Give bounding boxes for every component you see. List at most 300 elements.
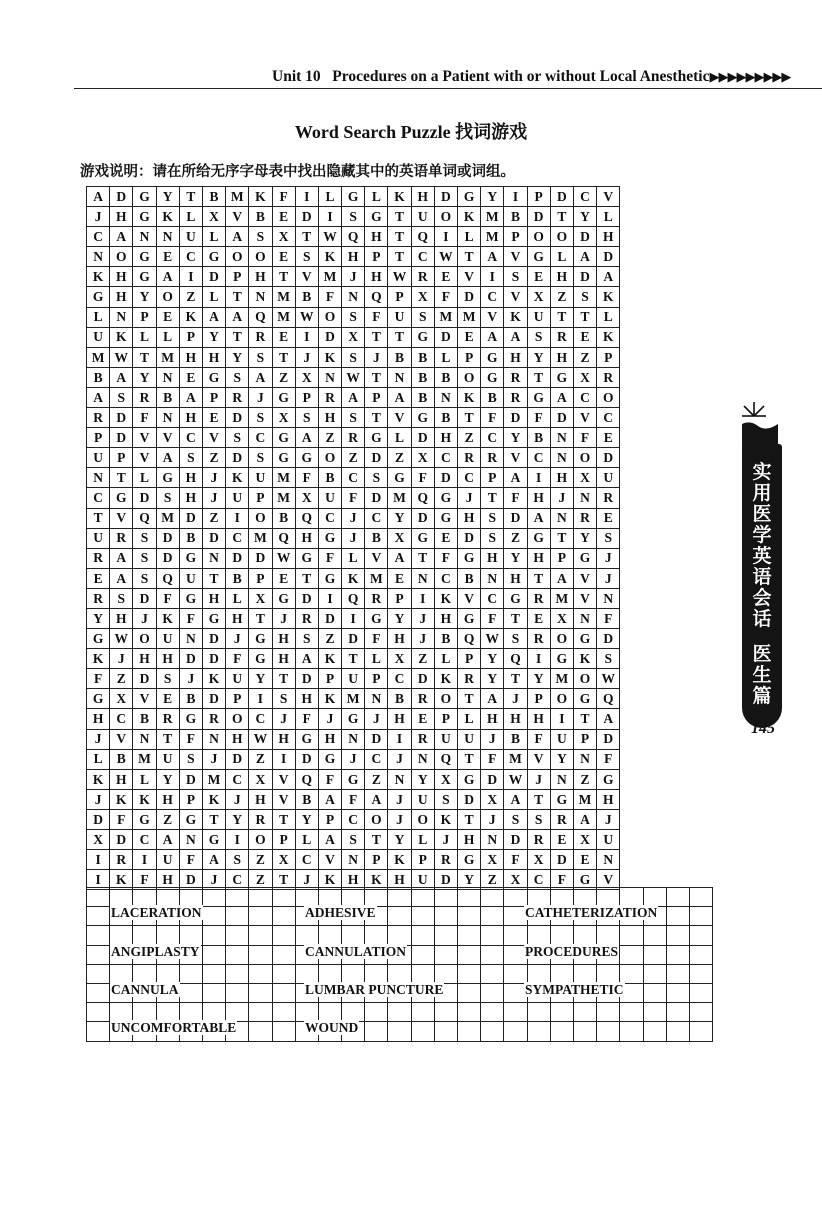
grid-cell: U <box>411 207 434 227</box>
grid-cell: K <box>597 327 620 347</box>
grid-cell: V <box>110 508 133 528</box>
grid-cell: G <box>550 367 573 387</box>
grid-cell: L <box>295 830 318 850</box>
grid-cell: D <box>202 528 225 548</box>
grid-cell: S <box>527 809 550 829</box>
side-tab-char: 医 <box>752 503 772 525</box>
grid-cell: T <box>87 508 110 528</box>
grid-cell: F <box>179 850 202 870</box>
word-bank-cell <box>481 907 504 926</box>
grid-cell: E <box>550 830 573 850</box>
grid-cell: A <box>550 387 573 407</box>
grid-cell: Q <box>411 227 434 247</box>
grid-cell: R <box>249 809 272 829</box>
grid-cell: T <box>342 649 365 669</box>
word-bank-cell <box>434 1022 457 1041</box>
grid-cell: S <box>504 267 527 287</box>
word-bank-cell <box>620 926 643 945</box>
word-bank-cell <box>527 1003 550 1022</box>
word-bank-cell <box>620 1022 643 1041</box>
word-bank-cell <box>202 888 225 907</box>
grid-cell: D <box>202 689 225 709</box>
grid-cell: H <box>226 729 249 749</box>
grid-cell: H <box>504 568 527 588</box>
word-bank-cell <box>666 983 689 1002</box>
side-tab-char: 话 <box>752 608 772 630</box>
grid-cell: W <box>388 267 411 287</box>
grid-cell: A <box>110 367 133 387</box>
grid-cell: T <box>573 709 596 729</box>
word-bank-word: CATHETERIZATION <box>525 905 658 920</box>
word-bank-word: PROCEDURES <box>525 944 619 959</box>
grid-cell: D <box>179 649 202 669</box>
grid-row <box>87 428 620 448</box>
grid-cell: U <box>388 307 411 327</box>
grid-cell: E <box>458 327 481 347</box>
grid-cell: V <box>573 408 596 428</box>
grid-cell: C <box>388 669 411 689</box>
grid-cell: D <box>527 207 550 227</box>
grid-cell: A <box>110 548 133 568</box>
grid-cell: J <box>550 488 573 508</box>
grid-cell: F <box>318 548 341 568</box>
puzzle-title: Word Search Puzzle 找词游戏 <box>294 122 528 142</box>
grid-cell: I <box>481 267 504 287</box>
grid-cell: G <box>318 749 341 769</box>
grid-cell: E <box>388 568 411 588</box>
grid-cell: H <box>504 709 527 729</box>
word-bank-cell <box>434 888 457 907</box>
grid-cell: C <box>597 408 620 428</box>
grid-cell: G <box>527 387 550 407</box>
grid-row <box>87 227 620 247</box>
grid-cell: H <box>110 608 133 628</box>
grid-cell: R <box>458 448 481 468</box>
grid-cell: G <box>458 187 481 207</box>
grid-cell: X <box>272 408 295 428</box>
grid-cell: K <box>504 307 527 327</box>
grid-cell: Y <box>504 548 527 568</box>
grid-cell: A <box>295 428 318 448</box>
grid-cell: Z <box>342 448 365 468</box>
grid-cell: M <box>434 307 457 327</box>
grid-cell: N <box>179 830 202 850</box>
grid-cell: P <box>365 669 388 689</box>
grid-cell: Z <box>318 428 341 448</box>
grid-cell: L <box>318 187 341 207</box>
grid-cell: J <box>295 347 318 367</box>
grid-cell: B <box>434 367 457 387</box>
grid-cell: U <box>226 488 249 508</box>
grid-cell: W <box>110 629 133 649</box>
grid-cell: U <box>87 327 110 347</box>
grid-cell: G <box>365 428 388 448</box>
grid-cell: P <box>573 729 596 749</box>
grid-cell: R <box>504 367 527 387</box>
grid-cell: C <box>573 387 596 407</box>
grid-cell: L <box>458 227 481 247</box>
word-bank-cell <box>365 1022 388 1041</box>
grid-cell: T <box>295 227 318 247</box>
word-bank-cell <box>156 926 179 945</box>
grid-cell: H <box>249 267 272 287</box>
grid-row <box>87 749 620 769</box>
grid-cell: J <box>272 709 295 729</box>
word-bank-cell <box>643 945 666 964</box>
grid-cell: D <box>249 548 272 568</box>
grid-cell: C <box>133 830 156 850</box>
grid-cell: Q <box>411 488 434 508</box>
grid-cell: D <box>318 608 341 628</box>
grid-cell: L <box>365 187 388 207</box>
grid-cell: B <box>481 387 504 407</box>
grid-cell: F <box>365 307 388 327</box>
grid-cell: S <box>342 830 365 850</box>
grid-cell: G <box>550 649 573 669</box>
grid-cell: Y <box>133 367 156 387</box>
grid-cell: X <box>411 448 434 468</box>
word-bank-cell <box>249 888 272 907</box>
grid-cell: N <box>202 548 225 568</box>
grid-cell: I <box>133 850 156 870</box>
grid-cell: A <box>156 267 179 287</box>
grid-cell: O <box>226 709 249 729</box>
grid-cell: J <box>342 749 365 769</box>
word-bank-cell <box>388 1022 411 1041</box>
grid-cell: A <box>110 227 133 247</box>
word-bank-row <box>87 1003 713 1022</box>
grid-cell: D <box>458 287 481 307</box>
grid-cell: K <box>434 669 457 689</box>
grid-cell: K <box>318 247 341 267</box>
grid-cell: T <box>388 227 411 247</box>
grid-cell: J <box>434 830 457 850</box>
grid-cell: V <box>226 207 249 227</box>
grid-cell: C <box>365 749 388 769</box>
grid-cell: K <box>365 870 388 890</box>
grid-cell: B <box>295 287 318 307</box>
grid-cell: Y <box>226 347 249 367</box>
grid-cell: F <box>318 769 341 789</box>
word-bank-cell <box>504 1022 527 1041</box>
grid-cell: Z <box>411 649 434 669</box>
grid-cell: F <box>295 468 318 488</box>
grid-cell: P <box>411 850 434 870</box>
grid-cell: G <box>434 488 457 508</box>
grid-cell: M <box>272 488 295 508</box>
grid-cell: E <box>179 367 202 387</box>
grid-cell: J <box>202 468 225 488</box>
grid-cell: T <box>365 408 388 428</box>
grid-cell: V <box>527 749 550 769</box>
grid-cell: U <box>318 488 341 508</box>
grid-cell: P <box>249 568 272 588</box>
grid-row <box>87 789 620 809</box>
word-bank-cell <box>110 1003 133 1022</box>
word-bank-cell <box>342 926 365 945</box>
grid-cell: H <box>481 709 504 729</box>
grid-cell: T <box>133 347 156 367</box>
grid-cell: C <box>342 809 365 829</box>
grid-cell: U <box>87 448 110 468</box>
grid-cell: K <box>110 870 133 890</box>
grid-cell: J <box>202 488 225 508</box>
grid-cell: K <box>133 789 156 809</box>
grid-cell: R <box>434 850 457 870</box>
grid-cell: P <box>458 347 481 367</box>
grid-cell: T <box>295 568 318 588</box>
grid-cell: D <box>133 588 156 608</box>
grid-cell: G <box>411 528 434 548</box>
grid-cell: V <box>388 408 411 428</box>
grid-cell: L <box>133 327 156 347</box>
grid-cell: M <box>272 287 295 307</box>
grid-cell: I <box>87 870 110 890</box>
grid-row <box>87 187 620 207</box>
grid-cell: F <box>87 669 110 689</box>
grid-cell: B <box>179 528 202 548</box>
word-bank-cell <box>87 907 110 926</box>
grid-cell: A <box>156 830 179 850</box>
grid-cell: O <box>550 227 573 247</box>
grid-cell: G <box>133 809 156 829</box>
grid-cell: F <box>527 729 550 749</box>
grid-cell: J <box>226 789 249 809</box>
grid-cell: O <box>365 809 388 829</box>
grid-cell: M <box>156 347 179 367</box>
grid-cell: H <box>597 227 620 247</box>
word-bank-cell <box>643 1022 666 1041</box>
grid-cell: O <box>597 387 620 407</box>
grid-cell: C <box>226 769 249 789</box>
word-bank-cell <box>272 983 295 1002</box>
grid-cell: F <box>411 468 434 488</box>
grid-cell: B <box>87 367 110 387</box>
grid-cell: H <box>504 347 527 367</box>
grid-cell: Z <box>179 287 202 307</box>
grid-cell: J <box>411 629 434 649</box>
grid-cell: R <box>249 327 272 347</box>
grid-cell: M <box>388 488 411 508</box>
grid-cell: K <box>434 588 457 608</box>
grid-cell: E <box>272 247 295 267</box>
grid-cell: P <box>365 387 388 407</box>
word-bank-cell <box>272 945 295 964</box>
grid-cell: U <box>411 870 434 890</box>
grid-cell: S <box>365 468 388 488</box>
grid-cell: M <box>365 568 388 588</box>
grid-cell: R <box>411 267 434 287</box>
grid-cell: X <box>527 287 550 307</box>
grid-cell: D <box>365 729 388 749</box>
grid-cell: R <box>110 850 133 870</box>
grid-row <box>87 629 620 649</box>
grid-cell: V <box>133 428 156 448</box>
grid-cell: X <box>411 287 434 307</box>
grid-cell: V <box>133 448 156 468</box>
grid-cell: D <box>87 809 110 829</box>
word-bank-cell <box>87 983 110 1002</box>
grid-cell: X <box>388 649 411 669</box>
word-bank-cell <box>458 1003 481 1022</box>
word-bank-cell <box>249 1022 272 1041</box>
grid-cell: D <box>597 629 620 649</box>
grid-cell: D <box>597 448 620 468</box>
grid-cell: D <box>550 187 573 207</box>
grid-cell: H <box>156 870 179 890</box>
grid-cell: N <box>249 287 272 307</box>
grid-cell: Y <box>411 769 434 789</box>
grid-cell: G <box>202 608 225 628</box>
grid-cell: N <box>573 608 596 628</box>
grid-cell: E <box>573 327 596 347</box>
word-bank-cell <box>318 1003 341 1022</box>
word-bank-word: LACERATION <box>111 905 202 920</box>
grid-cell: T <box>272 347 295 367</box>
grid-cell: E <box>527 608 550 628</box>
word-bank-cell <box>666 888 689 907</box>
grid-cell: L <box>342 548 365 568</box>
grid-cell: D <box>156 528 179 548</box>
grid-cell: J <box>342 267 365 287</box>
grid-cell: G <box>156 468 179 488</box>
grid-cell: I <box>318 207 341 227</box>
grid-cell: S <box>295 629 318 649</box>
grid-cell: G <box>458 608 481 628</box>
word-bank-cell <box>388 907 411 926</box>
grid-cell: N <box>179 629 202 649</box>
grid-cell: W <box>295 307 318 327</box>
grid-cell: J <box>87 789 110 809</box>
grid-cell: N <box>156 367 179 387</box>
grid-cell: C <box>481 428 504 448</box>
grid-cell: D <box>202 629 225 649</box>
grid-cell: X <box>295 367 318 387</box>
grid-cell: T <box>272 809 295 829</box>
grid-cell: I <box>87 850 110 870</box>
grid-cell: F <box>295 709 318 729</box>
grid-cell: G <box>272 588 295 608</box>
grid-row <box>87 347 620 367</box>
word-bank-cell <box>666 1022 689 1041</box>
grid-cell: R <box>597 488 620 508</box>
word-bank-cell <box>226 983 249 1002</box>
grid-cell: N <box>573 749 596 769</box>
word-bank-cell <box>365 1003 388 1022</box>
grid-cell: L <box>597 307 620 327</box>
word-bank-cell <box>87 888 110 907</box>
grid-cell: P <box>87 428 110 448</box>
word-bank-cell <box>643 888 666 907</box>
grid-cell: R <box>411 729 434 749</box>
word-bank-cell <box>597 1003 620 1022</box>
grid-cell: F <box>597 608 620 628</box>
grid-cell: V <box>318 850 341 870</box>
grid-cell: J <box>504 689 527 709</box>
grid-cell: D <box>179 870 202 890</box>
word-bank-cell <box>249 926 272 945</box>
grid-row <box>87 387 620 407</box>
grid-cell: V <box>295 267 318 287</box>
grid-cell: N <box>133 227 156 247</box>
word-bank-cell <box>249 983 272 1002</box>
grid-cell: J <box>202 870 225 890</box>
grid-cell: P <box>365 850 388 870</box>
word-bank-cell <box>388 926 411 945</box>
grid-cell: E <box>272 207 295 227</box>
puzzle-instructions: 游戏说明：请在所给无序字母表中找出隐藏其中的英语单词或词组。 <box>80 164 515 180</box>
grid-cell: J <box>342 508 365 528</box>
grid-row <box>87 850 620 870</box>
grid-cell: F <box>550 870 573 890</box>
word-bank-cell <box>295 964 318 983</box>
grid-cell: O <box>458 367 481 387</box>
grid-cell: G <box>133 267 156 287</box>
grid-cell: M <box>87 347 110 367</box>
grid-cell: C <box>179 247 202 267</box>
grid-cell: H <box>527 488 550 508</box>
grid-cell: Y <box>226 809 249 829</box>
side-tab-char: 用 <box>752 482 772 504</box>
grid-cell: C <box>87 488 110 508</box>
word-bank-cell <box>458 1022 481 1041</box>
grid-cell: H <box>249 789 272 809</box>
grid-cell: L <box>226 588 249 608</box>
word-bank-cell <box>434 907 457 926</box>
word-bank-cell <box>365 926 388 945</box>
word-bank-cell <box>388 964 411 983</box>
grid-cell: I <box>272 749 295 769</box>
word-bank-cell <box>643 964 666 983</box>
grid-cell: C <box>458 468 481 488</box>
word-bank-cell <box>597 964 620 983</box>
sun-burst-icon <box>740 394 780 446</box>
word-bank-cell <box>434 1003 457 1022</box>
grid-cell: M <box>133 749 156 769</box>
grid-cell: H <box>179 408 202 428</box>
word-bank-cell <box>202 926 225 945</box>
grid-row <box>87 448 620 468</box>
grid-cell: D <box>458 528 481 548</box>
grid-cell: N <box>342 287 365 307</box>
word-bank-cell <box>643 983 666 1002</box>
grid-cell: X <box>202 207 225 227</box>
word-bank-cell <box>179 926 202 945</box>
grid-cell: Y <box>481 187 504 207</box>
grid-cell: Y <box>388 608 411 628</box>
grid-cell: G <box>527 528 550 548</box>
grid-cell: Y <box>249 669 272 689</box>
grid-cell: S <box>342 207 365 227</box>
word-bank-cell <box>573 1022 596 1041</box>
grid-cell: G <box>179 709 202 729</box>
grid-cell: H <box>318 408 341 428</box>
grid-cell: F <box>481 749 504 769</box>
grid-cell: G <box>133 187 156 207</box>
grid-cell: J <box>87 729 110 749</box>
grid-cell: P <box>527 689 550 709</box>
grid-cell: V <box>365 548 388 568</box>
grid-cell: S <box>527 327 550 347</box>
grid-cell: I <box>226 830 249 850</box>
grid-cell: Z <box>573 769 596 789</box>
grid-cell: M <box>550 588 573 608</box>
grid-cell: T <box>365 830 388 850</box>
grid-cell: L <box>434 649 457 669</box>
word-bank-cell <box>202 964 225 983</box>
grid-cell: P <box>249 488 272 508</box>
grid-cell: A <box>388 387 411 407</box>
